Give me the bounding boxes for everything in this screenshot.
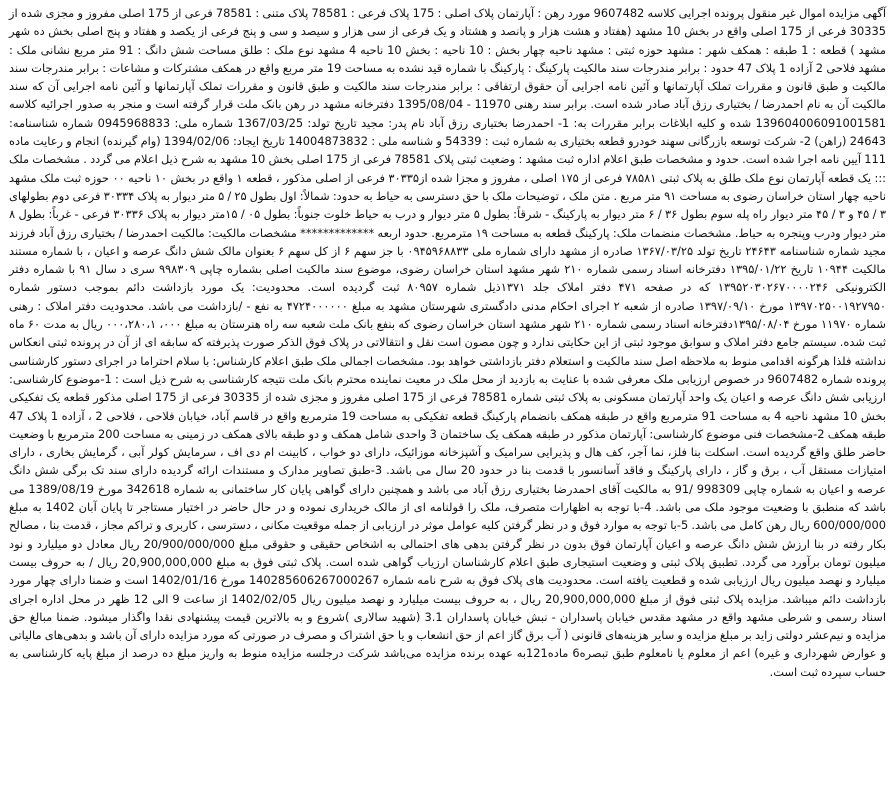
auction-notice-text: آگهی مزایده اموال غیر منقول پرونده اجرایی کلاسه 9607482 مورد رهن : آپارتمان پلاک اصلی : 175 پلاک فرعی : 78581 پلاک متنی : 78581 فرعی از 175 اصلی مفروز و مجزی شده از 30335 فرعی از 175 اصلی واقع در بخش 10 مشهد (هفتاد و هشت هزار و پانصد و هشتاد و یک فرعی از سی هزار و سیصد و سی و پنج فرعی از یکصد و هفتاد و پنج اصلی بخش ده شهر مشهد ) قطعه : 1 طبقه : همکف شهر : مشهد حوزه ثبتی : مشهد ناحیه چهار بخش : 10 ناحیه : بخش 10 ناحیه 4 مشهد نوع ملک : طلق مساحت شش دانگ : 91 متر مربع نشانی ملک : مشهد فلاحی 2 آزاده 1 پلاک 47 حدود : برابر مندرجات سند مالکیت پارکینگ : پارکینگ با شماره قید نشده به مساحت 19 متر مربع واقع در همکف مشترکات و مشاعات : برابر مندرجات سند مالکیت و طبق قانون و مقررات تملک آپارتمانها و آئین نامه اجرایی آن حقوق ارتفاقی : برابر مندرجات سند مالکیت و طبق قانون و مقررات تملک آپارتمانها و آئین نامه اجرایی آن که سند مالکیت آن به نام احمدرضا / بختیاری رزق آباد صادر شده است. برابر سند رهنی 11970 - 1395/08/04 دفترخانه مشهد در رهن بانک ملت قرار گرفته است و منجر به صدور اجرائیه کلاسه 139604006091001581 شده و کلیه ابلاغات برابر مقررات به: 1- احمدرضا بختیاری رزق آباد نام پدر: مجید تاریخ تولد: 1367/03/25 شماره ملی: 0945968833 شماره شناسنامه: 24643 (راهن) 2- شرکت توسعه بازرگانی سهند خودرو قطعه بختیاری به شماره ثبت : 54339 و شناسه ملی : 14004873832 تاریخ ایجاد: 1394/02/06 (وام گیرنده) انجام و رعایت ماده 111 آیین نامه اجرا شده است. حدود و مشخصات طبق اعلام اداره ثبت مشهد : وضعیت ثبتی پلاک 78581 فرعی از 175 اصلی بخش 10 مشهد به شرح ذیل اعلام می گردد . مشخصات ملک ::: یک قطعه آپارتمان نوع ملک طلق به پلاک ثبتی ۷۸۵۸۱ فرعی از ۱۷۵ اصلی ، مفروز و مجزا شده از۳۰۳۳۵ فرعی از اصلی مذکور ، قطعه ۱ واقع در بخش ۱۰ ناحیه ۰۰ حوزه ثبت ملک مشهد ناحیه چهار استان خراسان رضوی به مساحت ۹۱ متر مربع . متن ملک ، توضیحات ملک با حق دسترسی به حیاط به حدود: شمالاً: اول بطول ۲۵ / ۵ متر دیوار به پلاک ۳۰۳۳۴ فرعی دوم بطولهای ۳ / ۴۵ و ۳ / ۴۵ متر دیوار راه پله سوم بطول ۳۶ / ۶ متر دیوار به پارکینگ - شرقاً: بطول ۵ متر دیوار و درب به حیاط خلوت جنوباً: بطول ۰۵ / ۱۵متر دیوار به پلاک ۳۰۳۳۶ فرعی - غرباً: بطول ۸ متر دیوار ودرب وپنجره به حیاط. مشخصات منضمات ملک: پارکینگ قطعه به مساحت ۱۹ مترمربع. حدود اربعه ************* مشخصات مالکیت: مالکیت احمدرضا / بختیاری رزق آباد فرزند مجید شماره شناسنامه ۲۴۶۴۳ تاریخ تولد ۱۳۶۷/۰۳/۲۵ صادره از مشهد دارای شماره ملی ۰۹۴۵۹۶۸۸۳۳ با جز سهم ۶ از کل سهم ۶ بعنوان مالک شش دانگ عرصه و اعیان ، با شماره مستند مالکیت ۱۰۹۴۴ تاریخ ۱۳۹۵/۰۱/۲۲ دفترخانه اسناد رسمی شماره ۲۱۰ شهر مشهد استان خراسان رضوی، موضوع سند مالکیت اصلی بشماره چاپی ۹۹۸۳۰۹ سری د سال ۹۱ با شماره دفتر الکترونیکی ۱۳۹۵۲۰۳۰۲۶۷۰۰۰۰۲۴۶ که در صفحه ۴۷۱ دفتر املاک جلد ۱۳۷۱ذیل شماره ۸۰۹۵۷ ثبت گردیده است. محدودیت: یک مورد بازداشت دائم بموجب دستور شماره ۱۳۹۷۰۲۵۰۰۱۹۲۷۹۵۰ مورخ ۱۳۹۷/۰۹/۱۰ صادره از شعبه ۲ اجرای احکام مدنی دادگستری شهرستان مشهد به مبلغ ۴۷۲۴۰۰۰۰۰۰ به نفع - /بازداشت می باشد. محدودیت دفتر املاک : رهنی شماره ۱۱۹۷۰ مورخ ۱۳۹۵/۰۸/۰۴دفترخانه اسناد رسمی شماره ۲۱۰ شهر مشهد استان خراسان رضوی که بنفع بانک ملت شعبه سه راه هنرستان به مبلغ ۰۰۰، ۰۰۰،۲۸۰،۱ ریال به مدت ۶۰ ماه ثبت شده. سیستم جامع دفتر املاک و سوابق موجود ثبتی از این حکایتی ندارد و چون مصون است نقل و انتقالاتی در پلاک فوق الذکر صورت پذیرفته که سابقه ای از آن در پرونده ثبتی انعکاس نداشته فلذا هرگونه اقدامی منوط به ملاحظه اصل سند مالکیت و استعلام دفتر بازداشتی خواهد بود. مشخصات اجمالی ملک طبق اعلام کارشناس: با سلام احتراما در اجرای دستور کارشناسی پرونده شماره 9607482 در خصوص ارزیابی ملک معرفی شده با عنایت به بازدید از محل ملک در معیت نماینده محترم بانک ملت نتیجه کارشناسی به شرح ذیل است : 1-موضوع کارشناسی: ارزیابی شش دانگ عرصه و اعیان یک واحد آپارتمان مسکونی به پلاک ثبتی شماره 78581 فرعی از 175 اصلی مفروز و مجزی شده از 30335 فرعی از 175 اصلی مذکور قطعه یک تفکیکی بخش 10 مشهد ناحیه 4 به مساحت 91 مترمربع واقع در طبقه همکف بانضمام پارکینگ قطعه تفکیکی به مساحت 19 مترمربع واقع در قاسم آباد، خیابان فلاحی ، فلاحی 2 ، آزاده 1 پلاک 47 طبقه همکف 2-مشخصات فنی موضوع کارشناسی: آپارتمان مذکور در طبقه همکف یک ساختمان 3 واحدی شامل همکف و دو طبقه بالای همکف در زمینی به مساحت 200 مترمربع با وضعیت حاضر طلق واقع گردیده است. اسکلت بنا فلز، نما آجر، کف هال و پذیرایی سرامیک و آشپزخانه موزائیک، دارای دو خواب ، کابینت ام دی اف ، سرمایش کولر آبی ، گرمایش بخاری ، دارای امتیازات مستقل آب ، برق و گاز ، دارای پارکینگ و فاقد آسانسور با قدمت بنا در حدود 20 سال می باشد. 3-طبق تصاویر مدارک و مستندات ارائه گردیده دارای سند تک برگی شش دانگ عرصه و اعیان به شماره چاپی 998309 /91 به مالکیت آقای احمدرضا بختیاری رزق آباد می باشد و همچنین دارای گواهی پایان کار ساختمانی به شماره 342618 مورخ 1389/08/19 می باشد که منطبق با وضعیت موجود ملک می باشد. 4-با توجه به اظهارات متصرف، ملک را قولنامه ای از مالک خریداری نموده و در حال حاضر در اختیار مستاجر تا پایان آبان 1402 به مبلغ 600/000/000 ریال رهن کامل می باشد. 5-با توجه به موارد فوق و در نظر گرفتن کلیه عوامل موثر در ارزیابی از جمله موقعیت مکانی ، دسترسی ، کاربری و تراکم مجاز ، قدمت بنا ، مصالح بکار رفته در بنا ارزش شش دانگ عرصه و اعیان آپارتمان فوق بدون در نظر گرفتن بدهی های احتمالی به اشخاص حقیقی و حقوقی مبلغ 20/900/000/000 ریال معادل دو میلیارد و نود میلیون تومان برآورد می گردد. تطبیق پلاک ثبتی و وضعیت استیجاری طبق اعلام کارشناسان ارزیاب گواهی شده است. پلاک ثبتی فوق به مبلغ 20,900,000,000 ریال / به حروف بیست میلیارد و نهصد میلیون ریال ارزیابی شده و قطعیت یافته است. محدودیت های پلاک فوق به شرح نامه شماره 140285606267000267 مورخ 1402/01/16 است و ضمنا دارای چهار مورد بازداشت دائم میباشد. مزایده پلاک ثبتی فوق از مبلغ 20,900,000,000 ریال ، به حروف بیست میلیارد و نهصد میلیون ریال 1402/02/05 از ساعت 9 الی 12 ظهر در محل اداره اجرای اسناد رسمی و شرطی مشهد واقع در مشهد مقدس خیابان پاسداران - نبش خیابان پاسداران 3.1 (شهید سالاری )شروع و به بالاترین قیمت پیشنهادی نقدا واگذار میشود. ضمنا مبالغ حق مزایده و نیم‌عشر دولتی زاید بر مبلغ مزایده و سایر هزینه‌های قانونی ( آب برق گاز اعم از حق انشعاب و یا حق اشتراک و مصرف در صورتی که مورد مزایده دارای آن باشد و بدهی‌های مالیاتی و عوارض شهرداری و غیره) اعم از معلوم یا نامعلوم طبق تبصره6 ماده121به عهده برنده مزایده می‌باشد شرکت درجلسه مزایده منوط به واریز مبلغ ده درصد از مبلغ پایه کارشناسی به حساب سپرده ثبت است. xyxy=(9,6,887,679)
